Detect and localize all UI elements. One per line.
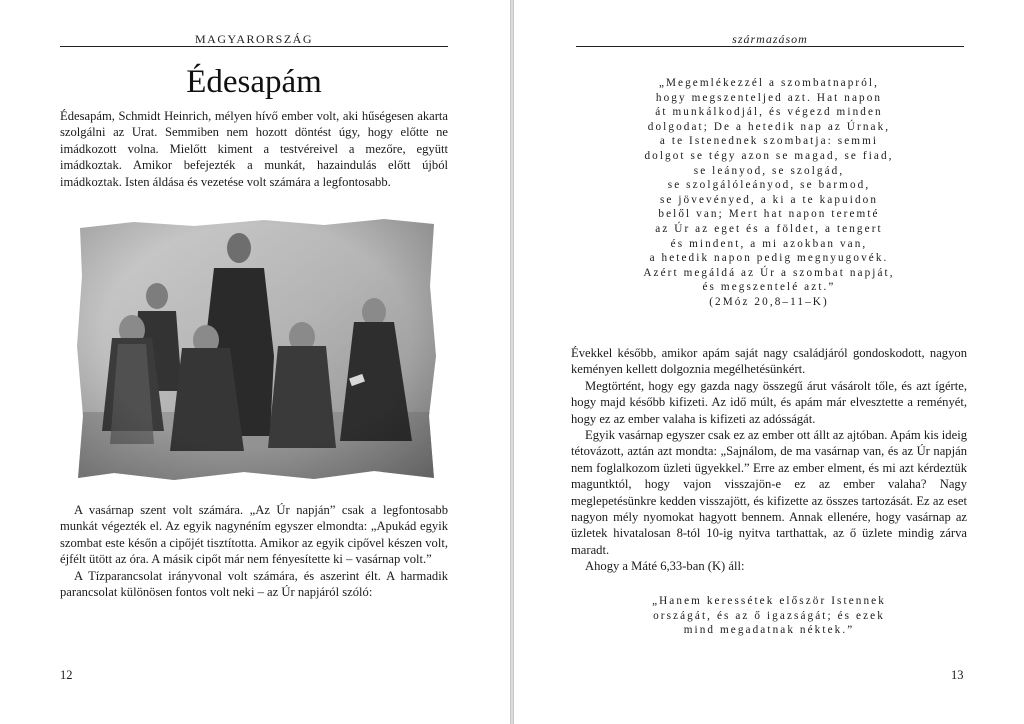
quote-line: dolgot se tégy azon se magad, se fiad,	[644, 149, 894, 162]
page-number: 13	[951, 668, 964, 682]
running-head: MAGYARORSZÁG	[194, 32, 313, 46]
paragraph-commandments: A Tízparancsolat irányvonal volt számára, és aszerint élt. A harmadik parancsolat különösen fontos volt neki – az Úr napjáról szóló:	[60, 568, 448, 600]
quote-line: és megszentelé azt.”	[702, 281, 836, 294]
quote-line: a te Istenednek szombatja: semmi	[659, 135, 879, 148]
paragraph-matthew-intro: Ahogy a Máté 6,33-ban (K) áll:	[585, 559, 745, 574]
quote-line: „Megemlékezzél a szombatnapról,	[658, 77, 880, 89]
right-page	[514, 0, 1024, 724]
quote-line: belől van; Mert hat napon teremté	[658, 208, 880, 221]
quote-line: Azért megáldá az Úr a szombat napját,	[643, 266, 895, 279]
intro-text: Édesapám, Schmidt Heinrich, mélyen hívő ember volt, aki hűségesen akarta szolgálni az Urat. Semmiben nem hozott döntést úgy, hogy előtte ne imádkozott volna. Mielőtt kiment a testvéreivel a mezőre, együtt imádkoztak. Amikor befejezték a munkát, hazaindulás előtt újból imádkoztak. Isten áldása és vezetése volt számára a legfontosabb.	[60, 109, 448, 189]
quote-line: az Úr az eget és a földet, a tengert	[655, 222, 883, 235]
quote-line: országát, és az ő igazságát; és ezek	[653, 609, 885, 622]
intro-paragraph	[60, 108, 448, 190]
paragraph-sunday: A vasárnap szent volt számára. „Az Úr napján” csak a legfontosabb munkát végezték el. Az egyik nagynéním egyszer elmondta: „Apukád egyik szombat este későn a cipőjét tisztította. Amikor az egyik cipővel készen volt, éjfélt ütött az óra. A másik cipőt már nem fényesítette ki – vasárnap volt.”	[60, 503, 448, 567]
quote-line: és mindent, a mi azokban van,	[670, 237, 868, 250]
quote-line: se szolgálóleányod, se barmod,	[667, 179, 871, 192]
paragraph-sunday-visit: Egyik vasárnap egyszer csak ez az ember ott állt az ajtóban. Apám kis ideig tétovázott, aztán azt mondta: „Sajnálom, de ma vasárnap van, és az Úr napján nem foglalkozom üzleti ügyekkel.” Erre az ember elment, és mi azt kérdeztük maguntktól, hogy vajon visszajön-e ez az ember valaha? Nagy meglepetésünkre kedden visszajött, és kifizette az összes tartozását. Ez az eset nagyon mély nyomokat hagyott bennem. Annak ellenére, hogy vasárnap az üzletek hivatalosan 8-tól 10-ig nyitva tarthattak, az ő üzlete mindig zárva maradt.	[571, 428, 967, 557]
quote-line: a hetedik napon pedig megnyugovék.	[649, 252, 889, 265]
page-number: 12	[60, 668, 73, 682]
quote-line: hogy megszenteljed azt. Hat napon	[655, 91, 883, 104]
header-rule	[576, 46, 964, 47]
running-head: származásom	[732, 32, 808, 46]
chapter-title: Édesapám	[186, 64, 322, 100]
paragraph-farmer: Megtörtént, hogy egy gazda nagy összegű árut vásárolt tőle, és azt ígérte, hogy majd később kifizeti. Az idő múlt, és apám már elvesztette a reményét, hogy ez az ember valaha is kifizeti az adósságát.	[571, 378, 967, 426]
right-body-text	[571, 345, 967, 575]
quote-line: mind megadatnak néktek.”	[683, 624, 855, 637]
quote-line: át munkálkodjál, és végezd minden	[655, 106, 883, 119]
quote-reference: (2Móz 20,8–11–K)	[709, 295, 829, 308]
quote-line: se leányod, se szolgád,	[693, 164, 845, 177]
scripture-quote-exodus	[571, 76, 967, 310]
family-photograph	[74, 216, 440, 484]
left-page	[0, 0, 510, 724]
lower-text	[60, 502, 448, 600]
quote-line: dolgodat; De a hetedik nap az Úrnak,	[647, 120, 891, 133]
scripture-quote-matthew	[571, 594, 967, 638]
header-rule	[60, 46, 448, 47]
quote-line: se jövevényed, a ki a te kapuidon	[659, 193, 879, 206]
paragraph-later-years: Évekkel később, amikor apám saját nagy családjáról gondoskodott, nagyon keményen kellett dolgoznia megélhetésünkért.	[571, 346, 967, 377]
quote-line: „Hanem keressétek először Istennek	[652, 595, 886, 607]
